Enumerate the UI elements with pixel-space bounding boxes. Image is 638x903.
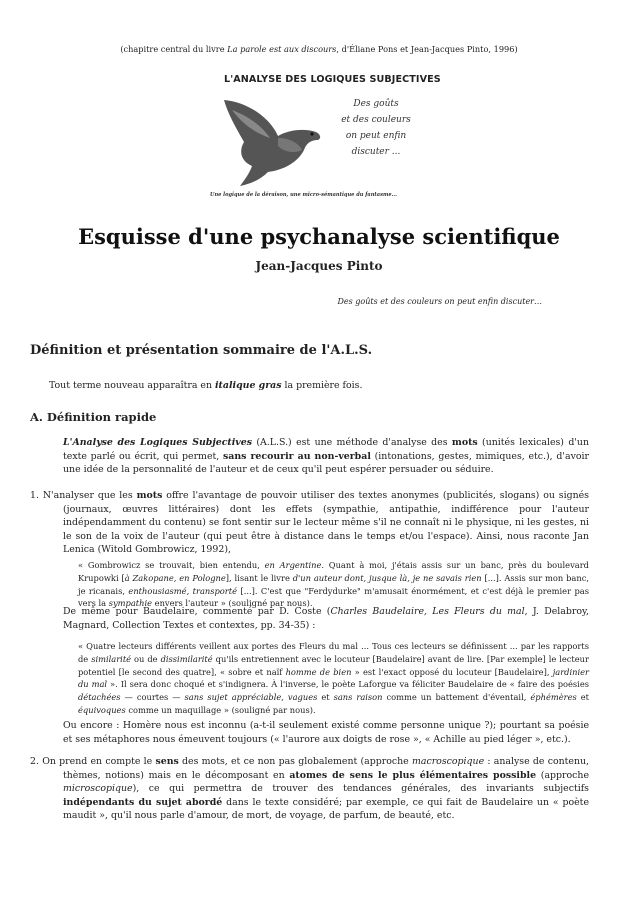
text-run: (A.L.S.) est une méthode d'analyse des <box>252 437 452 448</box>
text-run: ». Il sera donc choqué et s'indignera. À l'inverse, le poète Laforgue va féliciter Baudelaire de « faire des poésies <box>107 679 589 690</box>
intro-paragraph <box>49 380 362 391</box>
text-run: « Gombrowicz se trouvait, bien entendu, <box>78 560 265 570</box>
caption-book-title: La parole est aux discours <box>227 44 337 54</box>
text-run: . Quant à moi, j'étais assis sur un banc, près du boulevard Krupowki [ <box>78 560 589 583</box>
text-run: ou de <box>131 653 161 664</box>
text-run: — courtes — <box>120 692 185 703</box>
text-italic: équivoques <box>78 704 126 715</box>
caption-suffix: , d'Éliane Pons et Jean-Jacques Pinto, 1996) <box>336 44 518 54</box>
text-run: dans le texte considéré; par exemple, ce qui fait de Baudelaire un « poète maudit », qu'il nous parle d'amour, de mort, de voyage, de parfum, de beauté, etc. <box>63 796 589 822</box>
text-run: ), ce qui permettra de trouver des tendances générales, des invariants subjectifs <box>132 783 589 795</box>
cover-tagline-line: et des couleurs <box>341 115 411 125</box>
list-item-2 <box>30 755 589 823</box>
homere-paragraph: Ou encore : Homère nous est inconnu (a-t-il seulement existé comme personne unique ?); pourtant sa poésie et ses métaphores nous émeuvent toujours (« l'aurore aux doigts de rose », « Achille au pied léger », etc.). <box>63 720 589 745</box>
text-run: » est l'exact opposé du locuteur [Baudelaire], <box>351 666 553 677</box>
cover-tagline-line: on peut enfin <box>345 131 407 141</box>
text-run: comme un battement d'éventail, <box>382 692 531 703</box>
text-italic: homme de bien <box>285 666 352 677</box>
text-run: [...]. Assis sur mon banc, je ricanais, <box>78 572 589 596</box>
text-run: : analyse de contenu, thèmes, notions) mais en le décomposant en <box>63 756 589 781</box>
text-italic: macroscopique <box>411 756 485 767</box>
text-italic: détachées <box>78 692 121 703</box>
text-bold: sens <box>155 756 179 767</box>
text-run: « Quatre lecteurs différents veillent aux portes des Fleurs du mal ... Tous ces lecteurs se définissent ... par les rapports de <box>78 641 589 664</box>
text-italic: similarité <box>91 653 132 664</box>
cover-subtitle: Une logique de la déraison, une micro-sémantique du fantasme... <box>210 192 397 198</box>
caption-prefix: (chapitre central du livre <box>120 44 228 54</box>
intro-text: Tout terme nouveau apparaîtra en <box>49 380 215 391</box>
text-run: , J. Delabroy, Magnard, Collection Textes et contextes, pp. 34-35) : <box>63 606 590 631</box>
text-bold: mots <box>451 437 478 448</box>
text-run: et <box>576 692 589 703</box>
text-run: De même pour Baudelaire, commenté par D. Coste ( <box>63 606 331 617</box>
text-italic: éphémères <box>530 692 577 703</box>
text-run: 1. N'analyser que les <box>30 490 137 501</box>
text-run: 2. On prend en compte le <box>30 756 156 767</box>
quote-coste <box>78 640 589 717</box>
text-run: (unités lexicales) d'un texte parlé ou écrit, qui permet, <box>63 437 589 462</box>
epigraph: Des goûts et des couleurs on peut enfin discuter… <box>337 297 542 306</box>
page-title: Esquisse d'une psychanalyse scientifique <box>78 224 560 249</box>
cover-tagline-line: discuter ... <box>351 147 401 157</box>
text-bold-italic: L'Analyse des Logiques Subjectives <box>63 437 252 448</box>
text-italic: en Argentine <box>264 560 322 570</box>
text-italic: sans sujet appréciable, vagues <box>184 692 318 703</box>
text-bold: atomes de sens le plus élémentaires possible <box>289 769 537 781</box>
text-bold: indépendants du sujet abordé <box>63 796 223 808</box>
text-run: ], lisant le livre <box>225 572 293 583</box>
text-run: (intonations, gestes, mimiques, etc.), d'avoir une idée de la personnalité de l'auteur et de ceux qu'il peut espérer persuader ou séduire. <box>63 450 590 476</box>
book-caption <box>0 44 638 54</box>
text-italic: jardinier du mal <box>78 666 590 690</box>
pigeon-illustration <box>218 92 326 188</box>
section-heading: Définition et présentation sommaire de l'A.L.S. <box>30 343 373 358</box>
text-italic: sans raison <box>333 692 383 703</box>
text-italic: Charles Baudelaire, Les Fleurs du mal <box>330 606 525 617</box>
list-item-1 <box>30 489 589 557</box>
cover-title: L'ANALYSE DES LOGIQUES SUBJECTIVES <box>224 74 441 85</box>
text-italic: enthousiasmé, transporté <box>128 585 238 596</box>
text-run: (approche <box>536 769 589 781</box>
text-italic: à Zakopane, en Pologne <box>124 572 226 583</box>
text-italic: d'un auteur dont, jusque là, je ne savais rien <box>292 572 482 583</box>
quote-gombrowicz <box>78 559 589 610</box>
intro-text: la première fois. <box>281 380 363 391</box>
text-bold: mots <box>136 490 163 501</box>
subsection-heading: A. Définition rapide <box>30 410 157 424</box>
text-bold: sans recourir au non-verbal <box>223 450 371 462</box>
author-name: Jean-Jacques Pinto <box>255 259 383 273</box>
text-run: offre l'avantage de pouvoir utiliser des textes anonymes (publicités, slogans) ou signés (journaux, œuvres littéraires) dont les effets (sympathie, antipathie, indifférence pour l'auteur indépendamment du contenu) se font sentir sur le lecteur même s'il ne connaît ni le physique, ni les gestes, ni le son de la voix de l'auteur (qui peut être à distance dans le temps et/ou l'espace). Ainsi, nous raconte Jan Lenica (Witold Gombrowicz, 1992), <box>63 490 589 556</box>
text-run: [...]. C'est que "Ferdydurke" m'amusait énormément, et c'est déjà le premier pas vers la <box>78 585 589 609</box>
cover-tagline-line: Des goûts <box>353 99 399 109</box>
text-run: qu'ils entretiennent avec le locuteur [Baudelaire] avant de lire. [Par exemple] le lecteur potentiel [le second des quatre], « sobre et naïf <box>78 653 589 677</box>
text-run: des mots, et ce non pas globalement (approche <box>178 756 412 767</box>
text-run: et <box>317 692 334 703</box>
cover-tagline <box>328 96 424 160</box>
text-italic: sympathie <box>108 598 153 609</box>
text-italic: microscopique <box>63 783 133 795</box>
baudelaire-paragraph <box>63 605 589 632</box>
intro-emphasis: italique gras <box>214 380 282 391</box>
text-italic: dissimilarité <box>160 653 213 664</box>
text-run: envers l'auteur » (souligné par nous). <box>152 598 313 609</box>
definition-paragraph <box>63 436 589 477</box>
text-run: comme un maquillage » (souligné par nous). <box>125 704 316 715</box>
book-cover-image <box>210 74 441 204</box>
